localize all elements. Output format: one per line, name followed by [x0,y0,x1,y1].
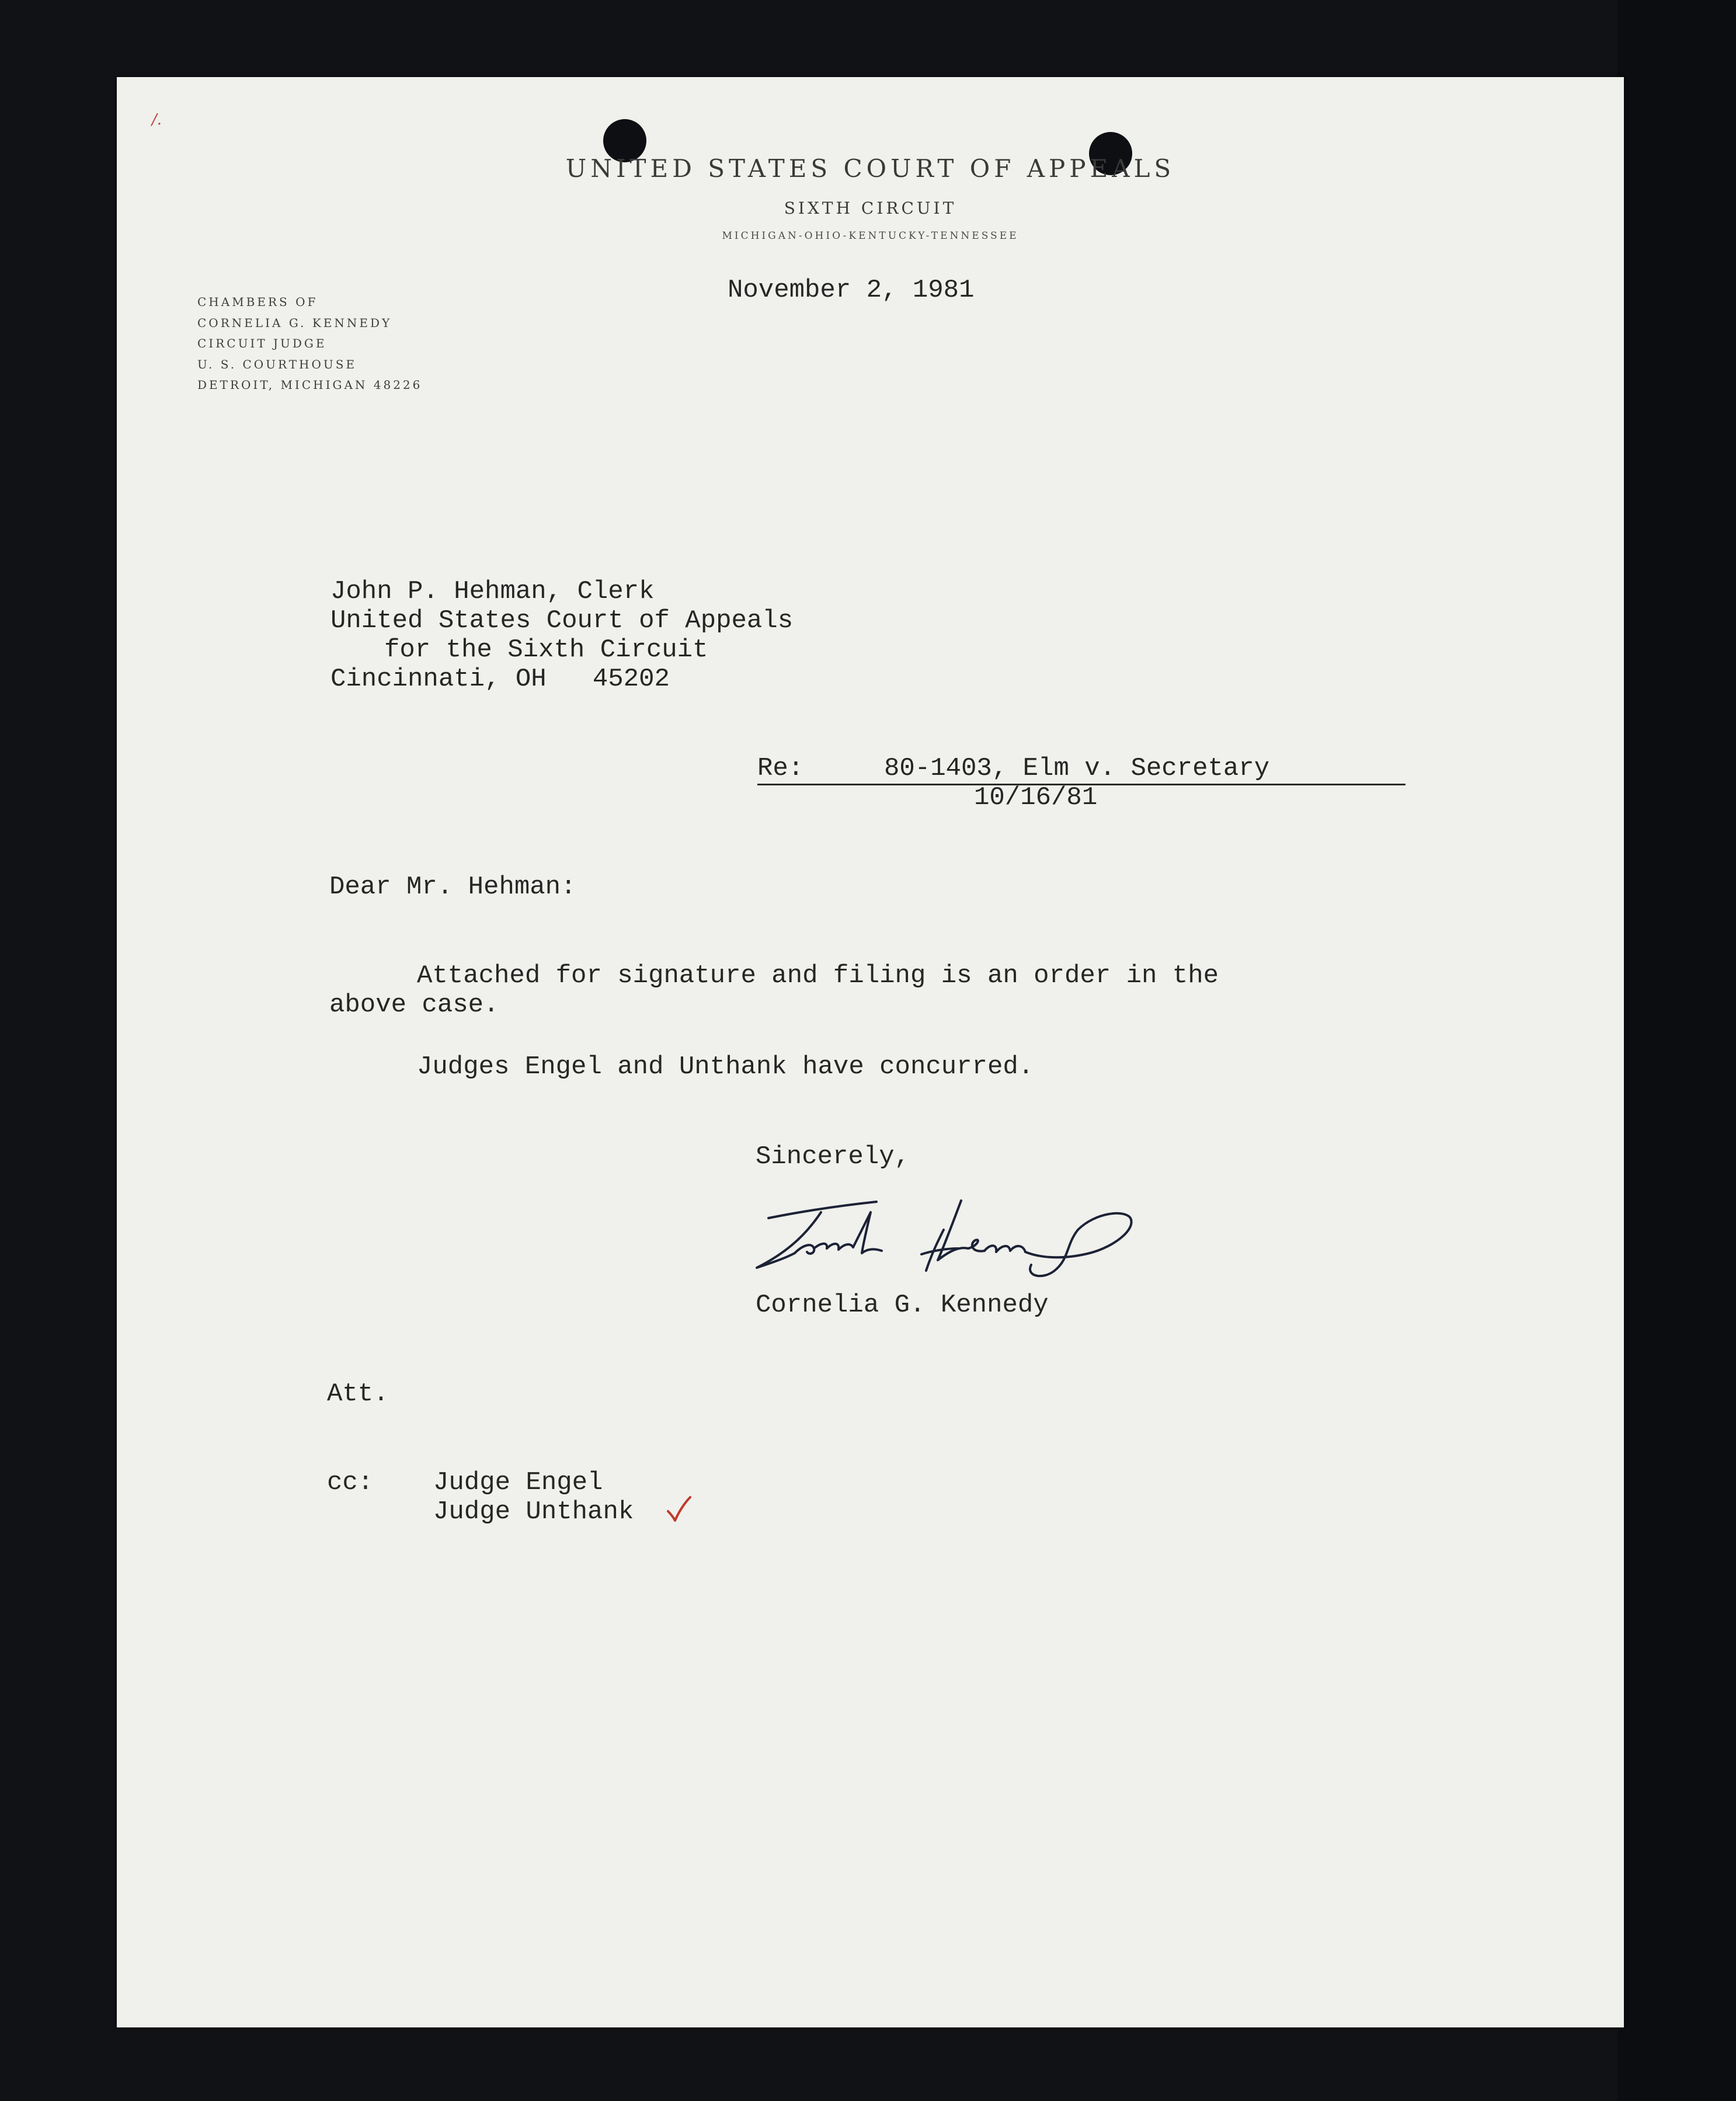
chambers-building: U. S. COURTHOUSE [197,357,357,371]
cc-recipient: Judge Engel [433,1468,603,1497]
recipient-line-3: for the Sixth Circuit [384,635,708,665]
corner-pencil-mark: /. [152,111,162,128]
chambers-line: CHAMBERS OF [197,295,318,309]
reference-label: Re: [757,754,804,783]
chambers-judge-name: CORNELIA G. KENNEDY [197,315,392,330]
signer-name: Cornelia G. Kennedy [756,1290,1049,1320]
closing: Sincerely, [756,1142,910,1171]
handwritten-signature [751,1195,1160,1282]
letter-date: November 2, 1981 [728,276,975,305]
scan-backdrop [1617,0,1736,2101]
chambers-city: DETROIT, MICHIGAN 48226 [197,378,423,392]
recipient-line-1: John P. Hehman, Clerk [330,577,655,606]
recipient-line-4: Cincinnati, OH 45202 [330,665,670,694]
red-check-mark-icon [666,1495,691,1523]
enclosure-notation: Att. [327,1379,389,1408]
reference-date: 10/16/81 [974,783,1098,812]
reference-case: 80-1403, Elm v. Secretary [884,754,1270,783]
letterhead-circuit: SIXTH CIRCUIT [784,199,957,218]
letter-page [117,77,1624,2027]
cc-label: cc: [327,1468,374,1497]
salutation: Dear Mr. Hehman: [329,872,576,902]
body-paragraph-1-line-1: Attached for signature and filing is an order in the [417,961,1219,990]
letterhead-states: MICHIGAN-OHIO-KENTUCKY-TENNESSEE [722,230,1019,242]
body-paragraph-1-line-2: above case. [329,990,499,1020]
cc-recipient: Judge Unthank [433,1497,634,1526]
letterhead-court: UNITED STATES COURT OF APPEALS [565,154,1175,183]
chambers-block [197,292,422,396]
chambers-title: CIRCUIT JUDGE [197,336,327,350]
body-paragraph-2: Judges Engel and Unthank have concurred. [417,1052,1034,1081]
recipient-line-2: United States Court of Appeals [330,606,794,635]
